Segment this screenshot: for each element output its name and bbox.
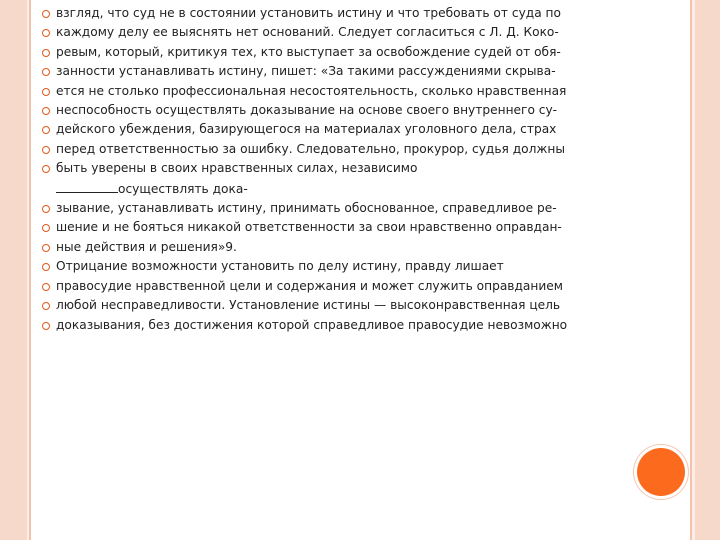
bullet-ring-icon [42,49,50,57]
bullet-line: каждому делу ее выяснять нет оснований. Следует согласиться с Л. Д. Коко- [42,23,682,42]
bullet-ring-icon [42,107,50,115]
bullet-line: ется не столько профессиональная несостоятельность, сколько нравственная [42,82,682,101]
bullet-line: Отрицание возможности установить по делу истину, правду лишает [42,257,682,276]
bullet-ring-icon [42,322,50,330]
bullet-line: правосудие нравственной цели и содержания и может служить оправданием [42,277,682,296]
bullet-line: зывание, устанавливать истину, принимать обоснованное, справедливое ре- [42,199,682,218]
bullet-list [42,4,682,335]
bullet-ring-icon [42,263,50,271]
bullet-ring-icon [42,283,50,291]
bullet-ring-icon [42,244,50,252]
bullet-ring-icon [42,10,50,18]
bullet-ring-icon [42,165,50,173]
bullet-ring-icon [42,88,50,96]
continuation-line: осуществлять дока- [56,180,682,199]
bullet-line: взгляд, что суд не в состоянии установить истину и что требовать от суда по [42,4,682,23]
bullet-line: доказывания, без достижения которой справедливое правосудие невозможно [42,316,682,335]
bullet-line: ревым, который, критикуя тех, кто выступает за освобождение судей от обя- [42,43,682,62]
bullet-ring-icon [42,302,50,310]
bullet-line: занности устанавливать истину, пишет: «За такими рассуждениями скрыва- [42,62,682,81]
bullet-line: ные действия и решения»9. [42,238,682,257]
right-decorative-stripe [695,0,720,540]
bullet-line: дейского убеждения, базирующегося на материалах уголовного дела, страх [42,120,682,139]
bullet-ring-icon [42,146,50,154]
bullet-ring-icon [42,68,50,76]
bullet-ring-icon [42,224,50,232]
bullet-line: перед ответственностью за ошибку. Следовательно, прокурор, судья должны [42,140,682,159]
bullet-ring-icon [42,29,50,37]
bullet-line: быть уверены в своих нравственных силах, независимо осуществлять дока- [42,159,682,199]
slide-body [42,4,682,335]
bullet-line: неспособность осуществлять доказывание на основе своего внутреннего су- [42,101,682,120]
decorative-orange-circle [637,448,685,496]
blank-underline [56,180,118,193]
bullet-line: шение и не бояться никакой ответственности за свои нравственно оправдан- [42,218,682,237]
bullet-ring-icon [42,205,50,213]
bullet-ring-icon [42,126,50,134]
left-decorative-stripe [0,0,27,540]
left-decorative-stripe-line [29,0,31,540]
bullet-line: любой несправедливости. Установление истины — высоконравственная цель [42,296,682,315]
